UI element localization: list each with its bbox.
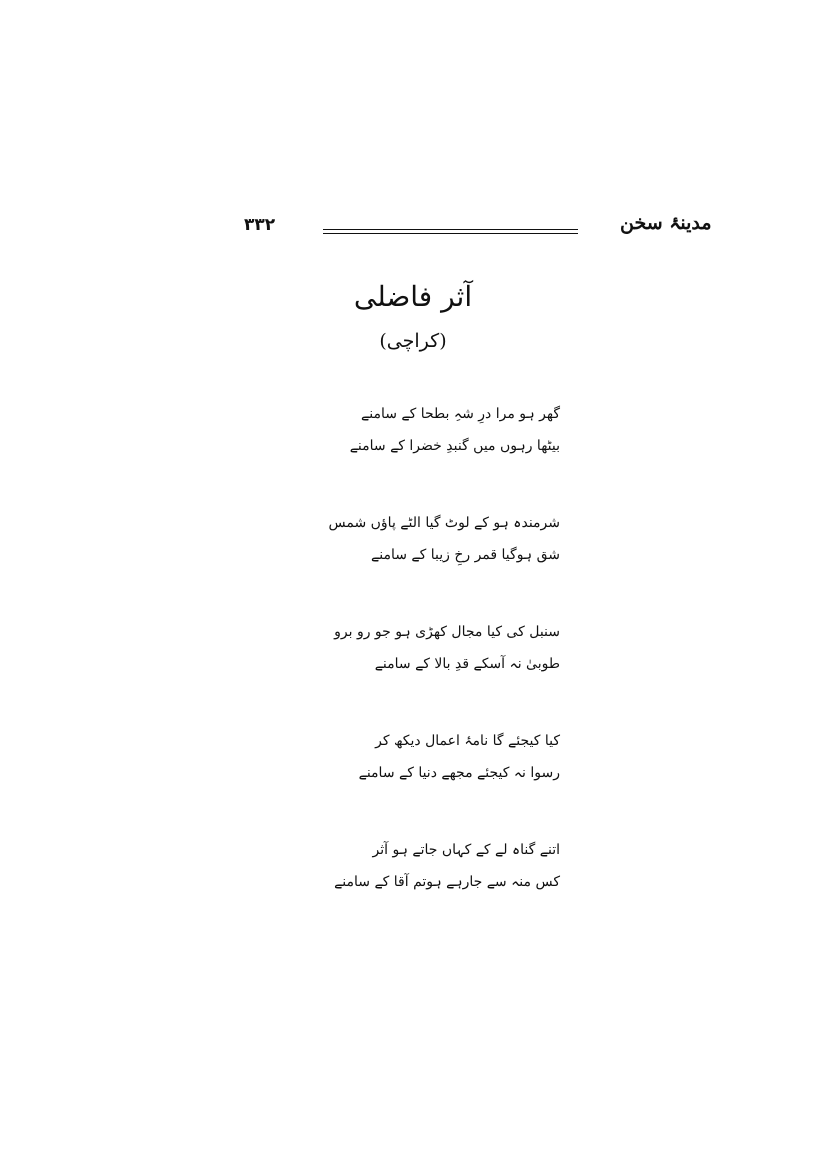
verse-line: سنبل کی کیا مجال کھڑی ہو جو رو برو <box>334 624 560 640</box>
stanza-1 <box>349 398 560 462</box>
verse-line: بیٹھا رہوں میں گنبدِ خضرا کے سامنے <box>349 438 560 454</box>
stanza-2 <box>328 507 560 571</box>
verse-line: شق ہوگیا قمر رخِ زیبا کے سامنے <box>371 547 560 563</box>
poet-city: (کراچی) <box>379 330 447 352</box>
book-title: مدینۂ سخن <box>620 212 712 234</box>
page-number: ۳۳۲ <box>244 215 276 235</box>
header-rule-bottom <box>323 233 578 234</box>
stanza-3 <box>334 616 560 680</box>
poem <box>328 398 560 943</box>
verse-line: اتنے گناہ لے کے کہاں جاتے ہو آثر <box>372 842 560 858</box>
header-rule-top <box>323 229 578 230</box>
poet-name: آثر فاضلی <box>353 280 473 313</box>
verse-line: شرمندہ ہو کے لوٹ گیا الٹے پاؤں شمس <box>328 515 560 531</box>
verse-line: کیا کیجئے گا نامۂ اعمال دیکھ کر <box>375 733 560 749</box>
verse-line: گھر ہو مرا درِ شہِ بطحا کے سامنے <box>361 406 560 422</box>
verse-line: طوبیٰ نہ آسکے قدِ بالا کے سامنے <box>374 656 560 672</box>
stanza-5 <box>334 834 560 898</box>
verse-line: کس منہ سے جارہے ہوتم آقا کے سامنے <box>334 874 560 890</box>
stanza-4 <box>360 725 560 789</box>
verse-line: رسوا نہ کیجئے مجھے دنیا کے سامنے <box>358 765 560 781</box>
